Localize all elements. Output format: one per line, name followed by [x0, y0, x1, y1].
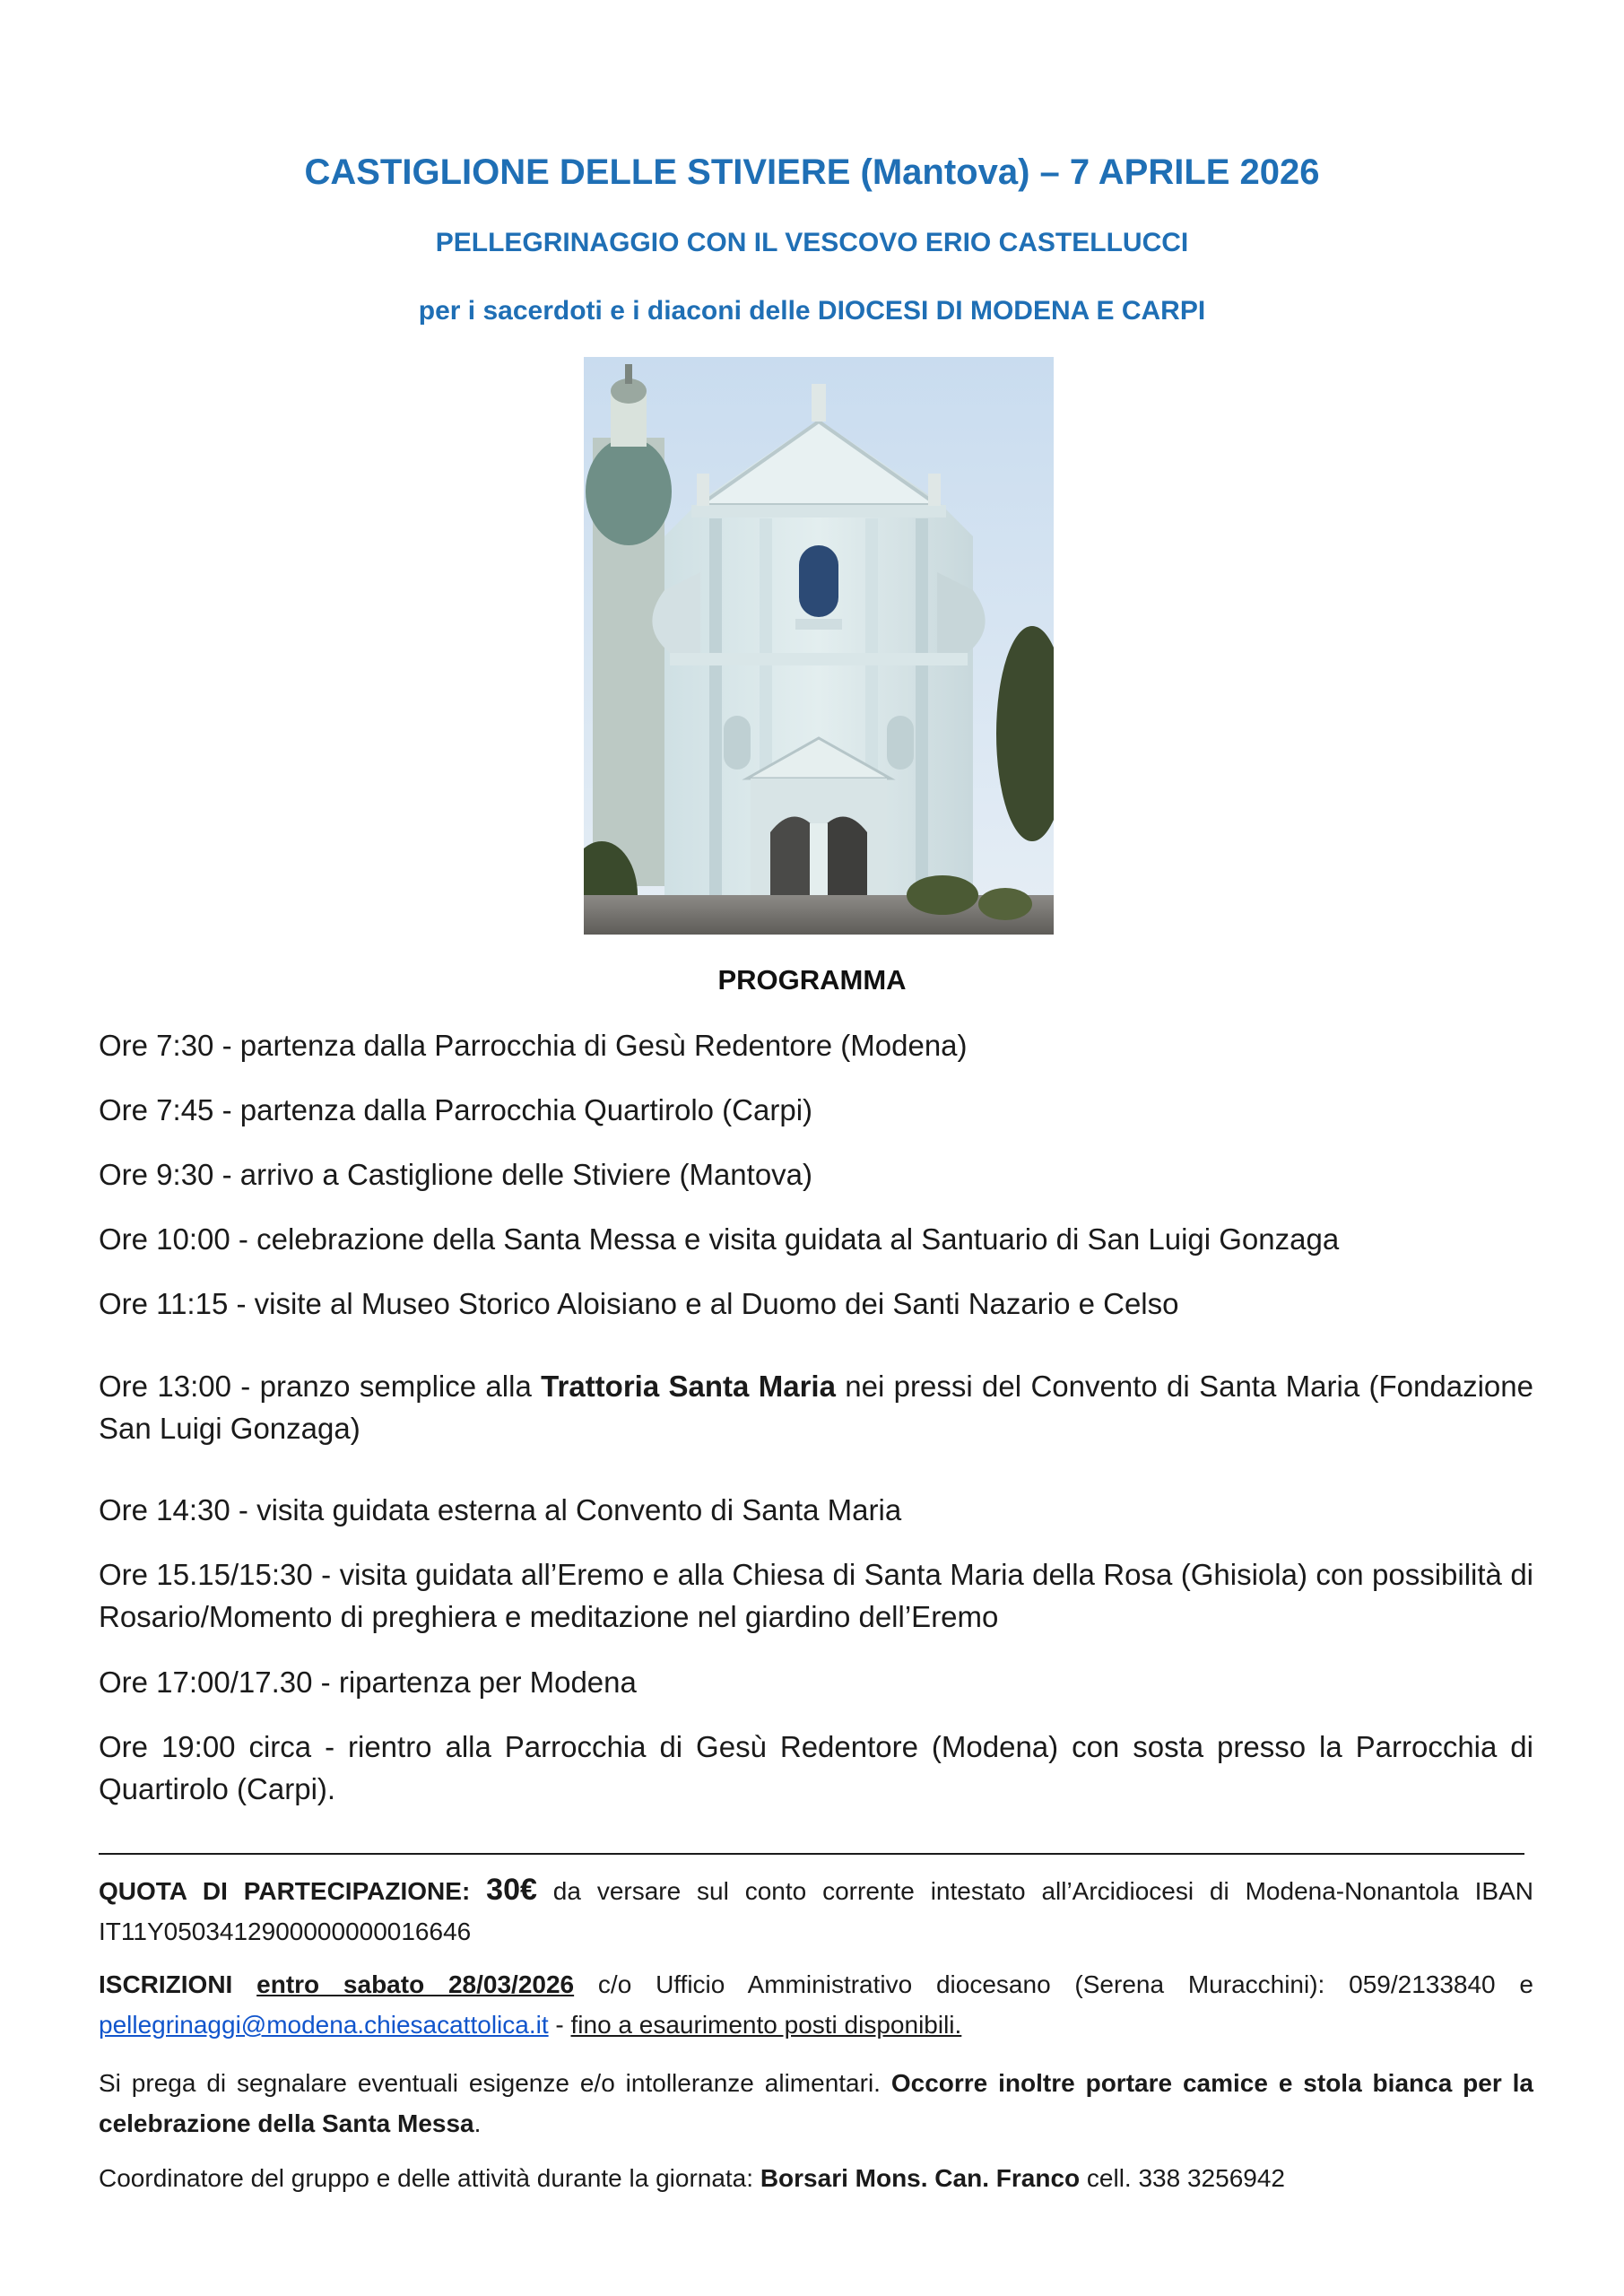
- email-link[interactable]: pellegrinaggi@modena.chiesacattolica.it: [99, 2011, 549, 2039]
- program-item: Ore 9:30 - arrivo a Castiglione delle Stiviere (Mantova): [99, 1158, 813, 1191]
- notice-paragraph: Si prega di segnalare eventuali esigenze e/o intolleranze alimentari. Occorre inoltre portare camice e stola bianca per la celebrazione della Santa Messa.: [99, 2069, 1533, 2137]
- audience-line: per i sacerdoti e i diaconi delle DIOCESI DI MODENA E CARPI: [418, 296, 1206, 326]
- program-item: Ore 11:15 - visite al Museo Storico Aloisiano e al Duomo dei Santi Nazario e Celso: [99, 1287, 1179, 1320]
- quota-paragraph: QUOTA DI PARTECIPAZIONE: 30€ da versare sul conto corrente intestato all’Arcidiocesi di Modena-Nonantola IBAN IT11Y0503412900000000016646: [99, 1873, 1534, 1945]
- program-item: Ore 15.15/15:30 - visita guidata all’Eremo e alla Chiesa di Santa Maria della Rosa (Ghisiola) con possibilità di Rosario/Momento di preghiera e meditazione nel giardino dell’Eremo: [99, 1558, 1533, 1633]
- coordinator-paragraph: Coordinatore del gruppo e delle attività durante la giornata: Borsari Mons. Can. Franco cell. 338 3256942: [99, 2164, 1285, 2192]
- iscrizioni-paragraph: ISCRIZIONI entro sabato 28/03/2026 c/o Ufficio Amministrativo diocesano (Serena Muracchini): 059/2133840 e pellegrinaggi@modena.chiesacattolica.it - fino a esaurimento posti disponibili.: [99, 1970, 1533, 2039]
- page-title: CASTIGLIONE DELLE STIVIERE (Mantova) – 7 APRILE 2026: [304, 152, 1320, 192]
- program-item: Ore 17:00/17.30 - ripartenza per Modena: [99, 1665, 637, 1699]
- program-item: Ore 19:00 circa - rientro alla Parrocchia di Gesù Redentore (Modena) con sosta presso la Parrocchia di Quartirolo (Carpi).: [99, 1730, 1533, 1805]
- program-heading: PROGRAMMA: [717, 964, 907, 996]
- program-item: Ore 7:30 - partenza dalla Parrocchia di Gesù Redentore (Modena): [99, 1029, 968, 1062]
- program-item-lunch: Ore 13:00 - pranzo semplice alla Trattoria Santa Maria nei pressi del Convento di Santa Maria (Fondazione San Luigi Gonzaga): [99, 1370, 1533, 1445]
- program-item: Ore 7:45 - partenza dalla Parrocchia Quartirolo (Carpi): [99, 1093, 813, 1126]
- page-subtitle: PELLEGRINAGGIO CON IL VESCOVO ERIO CASTELLUCCI: [435, 228, 1189, 257]
- program-item: Ore 14:30 - visita guidata esterna al Convento di Santa Maria: [99, 1493, 902, 1526]
- program-item: Ore 10:00 - celebrazione della Santa Messa e visita guidata al Santuario di San Luigi Gonzaga: [99, 1222, 1340, 1256]
- separator-line: [99, 1853, 1524, 1855]
- church-photo: [584, 357, 1054, 935]
